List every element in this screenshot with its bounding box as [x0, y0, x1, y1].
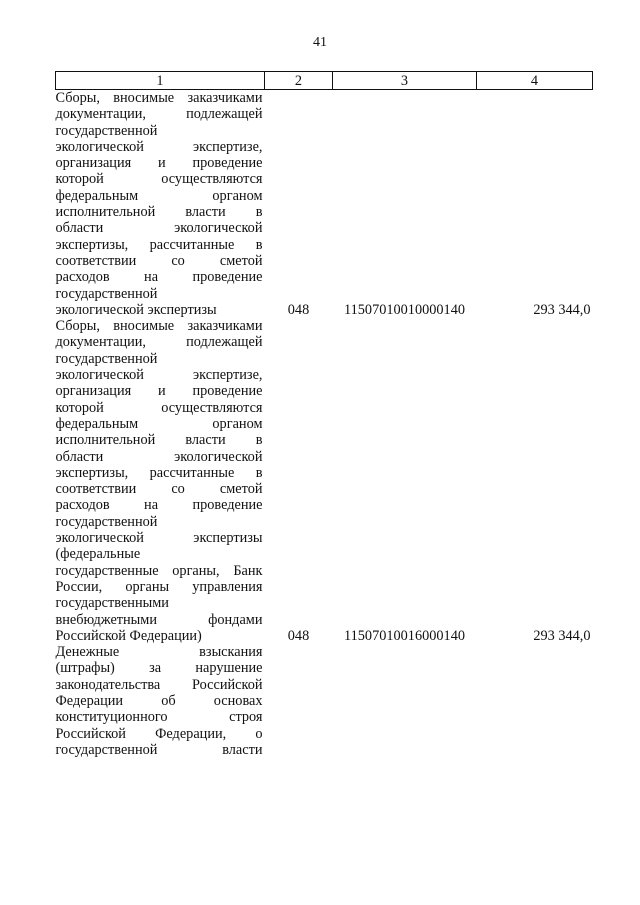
- chapter-code: 048: [287, 301, 310, 318]
- description-line: расходов на проведение: [55, 269, 263, 286]
- description-line: соответствии со сметой: [55, 481, 263, 498]
- description-line: государственной власти: [55, 741, 263, 758]
- description-line: государственной: [55, 122, 158, 139]
- amount-value: 293 344,0: [533, 301, 591, 318]
- classification-code: 11507010010000140: [344, 301, 465, 318]
- chapter-code: 048: [287, 627, 310, 644]
- description-line: исполнительной власти в: [55, 432, 263, 449]
- description-line: Российской Федерации): [55, 627, 202, 644]
- description-line: экспертизы, рассчитанные в: [55, 236, 263, 253]
- description-line: расходов на проведение: [55, 497, 263, 514]
- table-row: [56, 318, 593, 644]
- description-line: которой осуществляются: [55, 399, 263, 416]
- description-line: внебюджетными фондами: [55, 611, 263, 628]
- description-line: экологической экспертизы: [55, 530, 263, 547]
- description-line: России, органы управления: [55, 578, 263, 595]
- revenue-description: [56, 644, 265, 758]
- description-line: (штрафы) за нарушение: [55, 660, 263, 677]
- description-line: государственной: [55, 513, 158, 530]
- description-line: федеральным органом: [55, 187, 263, 204]
- description-line: законодательства Российской: [55, 676, 263, 693]
- column-number-header-row: [56, 72, 593, 90]
- description-line: экологической экспертизе,: [55, 138, 263, 155]
- description-line: государственной: [55, 350, 158, 367]
- column-header-2: 2: [265, 72, 333, 90]
- description-line: конституционного строя: [55, 709, 263, 726]
- column-header-4: 4: [477, 72, 593, 90]
- description-line: экологической экспертизы: [55, 301, 217, 318]
- budget-revenue-table: [55, 71, 593, 758]
- description-line: Сборы, вносимые заказчиками: [55, 318, 263, 335]
- description-line: экспертизы, рассчитанные в: [55, 464, 263, 481]
- description-line: документации, подлежащей: [55, 334, 263, 351]
- description-line: Российской Федерации, о: [55, 725, 263, 742]
- revenue-description: [56, 90, 265, 319]
- description-line: Денежные взыскания: [55, 644, 263, 661]
- description-line: Сборы, вносимые заказчиками: [55, 90, 263, 106]
- description-line: организация и проведение: [55, 155, 263, 172]
- column-header-1: 1: [56, 72, 265, 90]
- description-line: федеральным органом: [55, 415, 263, 432]
- amount-value: 293 344,0: [533, 627, 591, 644]
- revenue-description: [56, 318, 265, 644]
- description-line: области экологической: [55, 448, 263, 465]
- description-line: (федеральные: [55, 546, 141, 563]
- description-line: Федерации об основах: [55, 692, 263, 709]
- description-line: государственные органы, Банк: [55, 562, 263, 579]
- description-line: организация и проведение: [55, 383, 263, 400]
- description-line: экологической экспертизе,: [55, 367, 263, 384]
- description-line: государственной: [55, 285, 158, 302]
- description-line: государственными: [55, 595, 169, 612]
- classification-code: 11507010016000140: [344, 627, 465, 644]
- table-row: [56, 644, 593, 758]
- description-line: соответствии со сметой: [55, 252, 263, 269]
- page-number: 41: [313, 35, 327, 50]
- column-header-3: 3: [333, 72, 477, 90]
- description-line: области экологической: [55, 220, 263, 237]
- table-row: [56, 90, 593, 319]
- description-line: которой осуществляются: [55, 171, 263, 188]
- description-line: исполнительной власти в: [55, 204, 263, 221]
- description-line: документации, подлежащей: [55, 106, 263, 123]
